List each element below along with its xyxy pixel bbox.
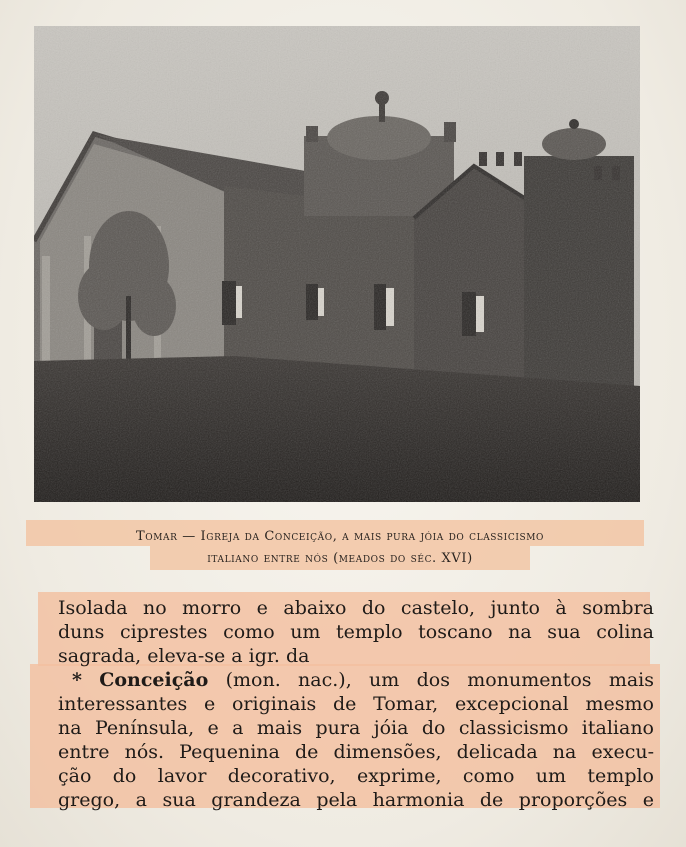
- body-line-6: na Península, e a mais pura jóia do classicismo italiano: [58, 717, 654, 739]
- body-text: [58, 596, 654, 812]
- church-image-svg: [34, 26, 640, 502]
- body-line-5: interessantes e originais de Tomar, excepcional mesmo: [58, 693, 654, 715]
- body-line-9: grego, a sua grandeza pela harmonia de proporções e: [58, 789, 654, 811]
- body-line-1: Isolada no morro e abaixo do castelo, junto à sombra: [58, 597, 654, 619]
- caption-line-1: Tomar — Igreja da Conceição, a mais pura jóia do classicismo: [135, 529, 545, 544]
- entry-star: *: [72, 669, 82, 691]
- body-line-8: ção do lavor decorativo, exprime, como um templo: [58, 765, 654, 787]
- entry-rest: (mon. nac.), um dos monumentos mais: [225, 669, 654, 691]
- body-line-7: entre nós. Pequenina de dimensões, delicada na execu-: [58, 741, 654, 763]
- body-line-2: duns ciprestes como um templo toscano na sua colina: [58, 621, 654, 643]
- caption-line-2: italiano entre nós (meados do séc. XVI): [207, 551, 473, 566]
- entry-title: Conceição: [99, 669, 209, 691]
- body-line-entry: [58, 668, 654, 692]
- photo-caption: [30, 526, 650, 570]
- body-line-3: sagrada, eleva-se a igr. da: [58, 645, 310, 667]
- church-photograph: [34, 26, 640, 502]
